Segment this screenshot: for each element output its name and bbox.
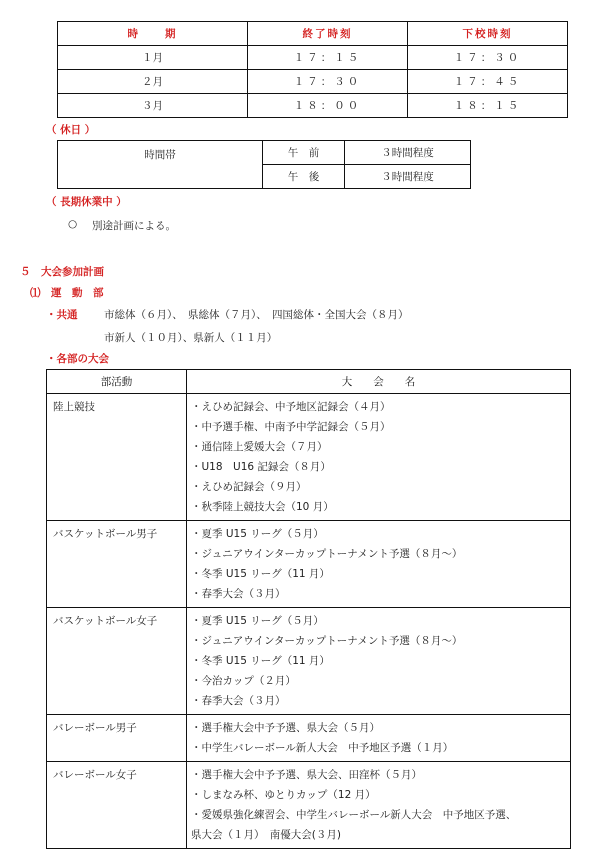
competition-item: ・中学生バレーボール新人大会 中予地区予選（１月） xyxy=(191,742,454,754)
competition-item: ・中予選手権、中南予中学記録会（５月） xyxy=(191,421,391,433)
schedule-month: ２月 xyxy=(58,70,248,94)
competition-item: ・しまなみ杯、ゆとりカップ（12 月） xyxy=(191,789,376,801)
club-name: 陸上競技 xyxy=(47,394,187,521)
club-name: バスケットボール女子 xyxy=(47,608,187,715)
long-vacation-bullet: ○ xyxy=(68,218,78,230)
competition-item: ・通信陸上愛媛大会（７月） xyxy=(191,441,328,453)
competition-item: ・春季大会（３月） xyxy=(191,588,286,600)
long-vacation-heading: （ 長期休業中 ） xyxy=(46,196,127,208)
club-table-header-row xyxy=(47,370,571,394)
each-club-label: ・各部の大会 xyxy=(46,353,109,365)
competition-item: ・えひめ記録会（９月） xyxy=(191,481,307,493)
schedule-leave-time: １７：４５ xyxy=(408,70,568,94)
table-row xyxy=(58,70,568,94)
competition-item: ・冬季 U15 リーグ（11 月） xyxy=(191,568,330,580)
schedule-header-row xyxy=(58,22,568,46)
holiday-table xyxy=(57,140,471,189)
schedule-leave-time: １８：１５ xyxy=(408,94,568,118)
long-vacation-text: 別途計画による。 xyxy=(92,220,176,232)
common-competitions-line1: 市総体（６月）、 県総体（７月）、 四国総体・全国大会（８月） xyxy=(104,309,409,321)
section-title: ５ 大会参加計画 xyxy=(20,266,104,278)
schedule-leave-time: １７：３０ xyxy=(408,46,568,70)
holiday-duration: ３時間程度 xyxy=(345,165,471,189)
competition-item: ・ジュニアウインターカップトーナメント予選（８月～） xyxy=(191,548,463,560)
competitions-header: 大 会 名 xyxy=(187,370,571,394)
common-competitions-line2: 市新人（１０月）、県新人（１１月） xyxy=(104,332,278,344)
competition-item: ・ジュニアウインターカップトーナメント予選（８月～） xyxy=(191,635,463,647)
table-row xyxy=(58,141,471,165)
schedule-end-time: １７：３０ xyxy=(248,70,408,94)
competition-item: ・今治カップ（２月） xyxy=(191,675,296,687)
schedule-end-time: １７：１５ xyxy=(248,46,408,70)
competition-list xyxy=(187,715,571,762)
holiday-time-label: 時間帯 xyxy=(58,141,263,189)
table-row xyxy=(47,715,571,762)
competition-list xyxy=(187,608,571,715)
competition-list xyxy=(187,521,571,608)
competition-item: ・選手権大会中予予選、県大会（５月） xyxy=(191,722,380,734)
competition-list xyxy=(187,394,571,521)
competition-item: ・U18 U16 記録会（８月） xyxy=(191,461,331,473)
competition-item: ・愛媛県強化練習会、中学生バレーボール新人大会 中予地区予選、 xyxy=(191,809,517,821)
schedule-table xyxy=(57,21,568,118)
schedule-header-period: 時 期 xyxy=(58,22,248,46)
sports-club-heading: ⑴ 運 動 部 xyxy=(30,287,104,299)
table-row xyxy=(58,94,568,118)
holiday-period: 午 前 xyxy=(263,141,345,165)
competition-item: ・春季大会（３月） xyxy=(191,695,286,707)
club-name: バレーボール女子 xyxy=(47,762,187,849)
competition-item: ・選手権大会中予予選、県大会、田窪杯（５月） xyxy=(191,769,422,781)
schedule-month: １月 xyxy=(58,46,248,70)
schedule-end-time: １８：００ xyxy=(248,94,408,118)
competition-item: ・夏季 U15 リーグ（５月） xyxy=(191,615,324,627)
club-header: 部活動 xyxy=(47,370,187,394)
table-row xyxy=(47,394,571,521)
schedule-month: ３月 xyxy=(58,94,248,118)
table-row xyxy=(47,762,571,849)
club-name: バレーボール男子 xyxy=(47,715,187,762)
competition-list xyxy=(187,762,571,849)
schedule-header-leave-time: 下校時刻 xyxy=(408,22,568,46)
holiday-duration: ３時間程度 xyxy=(345,141,471,165)
table-row xyxy=(47,608,571,715)
holiday-heading: （ 休日 ） xyxy=(46,124,96,136)
schedule-header-end-time: 終了時刻 xyxy=(248,22,408,46)
competition-item: ・秋季陸上競技大会（10 月） xyxy=(191,501,334,513)
competition-item: 県大会（１月） 南優大会(３月) xyxy=(191,829,341,841)
competition-item: ・冬季 U15 リーグ（11 月） xyxy=(191,655,330,667)
club-competitions-table xyxy=(46,369,571,849)
holiday-period: 午 後 xyxy=(263,165,345,189)
table-row xyxy=(47,521,571,608)
club-name: バスケットボール男子 xyxy=(47,521,187,608)
table-row xyxy=(58,46,568,70)
competition-item: ・えひめ記録会、中予地区記録会（４月） xyxy=(191,401,391,413)
common-label: ・共通 xyxy=(46,309,78,321)
competition-item: ・夏季 U15 リーグ（５月） xyxy=(191,528,324,540)
